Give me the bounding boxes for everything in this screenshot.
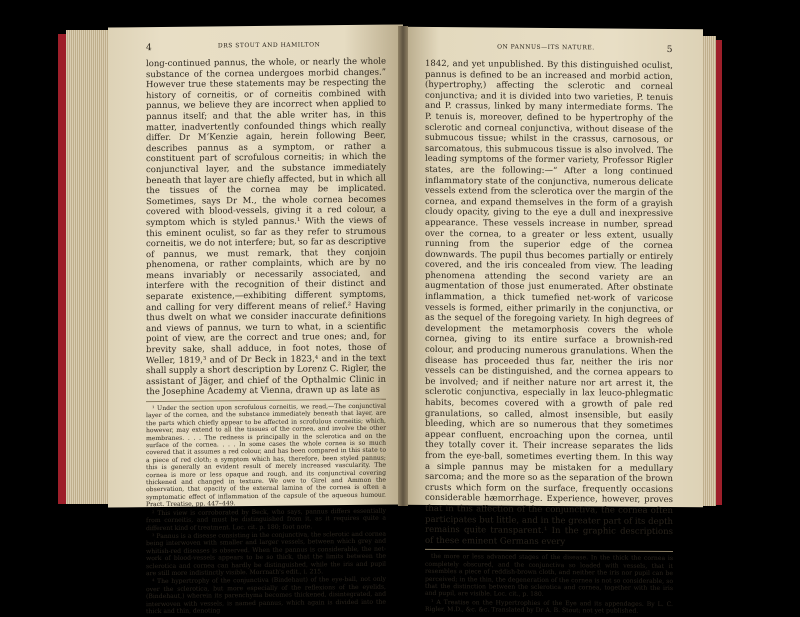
left-body-paragraph: long-continued pannus, the whole, or nearly the whole substance of the cornea undergoes morbid changes.” However true these statements may be respecting the history of corneitis, or of corneitis combined with pannus, we believe they are incorrect when applied to pannus itself; and that the able writer has, in this matter, inadvertently confounded things which really differ. Dr M‘Kenzie again, herein following Beer, describes pannus as a symptom, or rather a constituent part of scrofulous corneitis; in which the conjunctival layer, and the substance immediately beneath that layer are chiefly affected, but in which all the tissues of the cornea may be implicated. Sometimes, says Dr M., the whole cornea becomes covered with blood-vessels, giving it a red colour, a symptom which is styled pannus.¹ With the views of this eminent oculist, so far as they refer to strumous corneitis, we do not interfere; but, so far as descriptive of pannus, we must remark, that they conjoin phenomena, or rather complaints, which are by no means invariably or necessarily associated, and interfere with the recognition of their distinct and separate existence,—exhibiting different symptoms, and calling for very different means of relief.² Having thus dwelt on what we consider inaccurate definitions and views of pannus, we turn to what, in a scientific point of view, are the correct and true ones; and, for brevity sake, shall adduce, in foot notes, those of Weller, 1819,³ and of Dr Beck in 1823,⁴ and in the text shall supply a short description by Lorenz C. Rigler, the assistant of Jäger, and chief of the Opthalmic Clinic in the Josephine Academy at Vienna, drawn up as late as — [146, 56, 386, 398]
footnote: ³ Pannus is a disease consisting in the conjunctiva, the sclerotic and cornea being interwoven with smaller and larger vessels, between which grey and whitish-red diseases is observed. When the pannus is considerable, the net-work of blood-vessels appears to be so thick, that the limits between the sclerotica and cornea can hardly be distinguished, while the iris and pupil are still more indistinctly visible. Morrnath's edit., i. 215. — [146, 530, 386, 578]
right-footnotes — [425, 549, 673, 615]
right-page — [403, 27, 703, 615]
right-running-head: ON PANNUS—ITS NATURE. — [497, 43, 595, 52]
right-page-number: 5 — [666, 44, 673, 56]
right-body-paragraph: 1842, and yet unpublished. By this distinguished oculist, pannus is defined to be an increased and morbid action, (hypertrophy,) affecting the sclerotic and corneal conjunctiva; and it is divided into two varieties, P. tenuis and P. crassus, linked by many intermediate forms. The P. tenuis is, moreover, defined to be hypertrophy of the sclerotic and corneal conjunctiva, without disease of the submucous tissue; whilst in the crassus, carnosous, or sarcomatous, this submucous tissue is also involved. The leading symptoms of the former variety, Professor Rigler states, are the following:—“ After a long continued inflammatory state of the conjunctiva, numerous delicate vessels extend from the sclerotica over the margin of the cornea, and expand themselves in the form of a grayish cloudy opacity, giving to the eye a dull and inexpressive appearance. These vessels increase in number, spread over the cornea, to a greater or less extent, usually running from the superior edge of the cornea downwards. The pupil thus becomes partially or entirely covered, and the iris concealed from view. The leading phenomena attending the second variety are an augmentation of those just enumerated. After obstinate inflammation, a thick tumefied net-work of varicose vessels is formed, either primarily in the conjunctiva, or as the sequel of the foregoing variety. In high degrees of development the metamorphosis covers the whole cornea, giving to its entire surface a brownish-red colour, and producing numerous granulations. When the disease has proceeded thus far, neither the iris nor vessels can be distinguished, and the cornea appears to be involved; and if neither nature nor art arrest it, the sclerotic conjunctiva, especially in lax leuco-phlegmatic habits, becomes covered with a growth of pale red granulations, so called, almost insensible, but easily bleeding, which are so numerous that they sometimes appear confluent, encroaching upon the cornea, until they totally cover it. Their increase separates the lids from the eye-ball, sometimes everting them. In this way a simple pannus may be mistaken for a medullary sarcoma; and the more so as the separation of the brown crusts which form on the surface, frequently occasions considerable hæmorrhage. Experience, however, proves that in this affection of the conjunctiva, the cornea often participates but little, and in the greater part of its depth remains quite transparent.¹ In the graphic descriptions of these eminent Germans every — [425, 58, 673, 547]
book-gutter — [398, 26, 408, 506]
left-running-header — [146, 41, 386, 54]
right-running-header — [425, 43, 673, 55]
footnote: the more or less advanced stages of the disease. In the thick the cornea is completely obscured, and the conjunctiva so loaded with vessels, that it resembles a piece of reddish-brown cloth, and neither the iris nor pupil can be perceived; in the thin, the degeneration of the cornea is not so considerable, so that the distinction between the sclerotica and cornea, together with the iris and pupil, are visible. Loc. cit., p. 180. — [425, 553, 673, 599]
left-running-head: DRS STOUT AND HAMILTON — [217, 41, 321, 50]
footnote: ⁴ The hypertrophy of the conjunctiva (Bindehaut) of the eye-ball, not only over the sclerotica, but more especially of the reflexions of the eyelids, (Bindehaut,) wherein its parenchyma becomes thickened, disintegrated, and interwoven with vessels, is named pannus, which again is divided into the thick and thin, denoting — [146, 575, 386, 616]
left-page — [108, 24, 403, 616]
page-edges-left — [66, 30, 110, 504]
right-body-text — [425, 59, 673, 548]
left-footnotes — [146, 399, 386, 616]
footnote: ¹ Under the section upon scrofulous corneitis, we read,—The conjunctival layer of the cornea, and the substance immediately beneath that layer, are the parts which chiefly appear to be affected in scrofulous corneitis; which, however, may extend to all the tissues of the cornea, and involve the other membranes. . . . The redness is principally in the sclerotica and on the surface of the cornea. . . . In some cases the whole cornea is so much covered that it assumes a red colour, and has been compared in this state to a piece of red cloth; a symptom which has, therefore, been styled pannus; this is generally an evident result of merely increased vascularity. The cornea is more or less opaque and rough, and its conjunctival covering thickened and changed in texture. We owe to Girel and Ammon the observation, that opacity of the external lamina of the cornea is often a symptomatic effect of inflammation of the capsule of the aqueous humour. Pract. Treatise, pp. 447–449. — [146, 402, 386, 509]
footnote: ¹ A Treatise on the Hypertrophies of the Eye and its appendages. By L. C. Rigler, M.D., &c. &c. Translated by Dr A. B. Stout; not yet published. — [425, 598, 673, 615]
left-body-text — [146, 57, 386, 399]
left-page-number: 4 — [146, 43, 153, 54]
footnote: ² This view is corroborated by Beck, who says, pannus differs essentially from corneitis, and must be distinguished from it, as it requires quite a different kind of treatment. Loc. cit. p. 180; foot note. — [146, 507, 386, 532]
